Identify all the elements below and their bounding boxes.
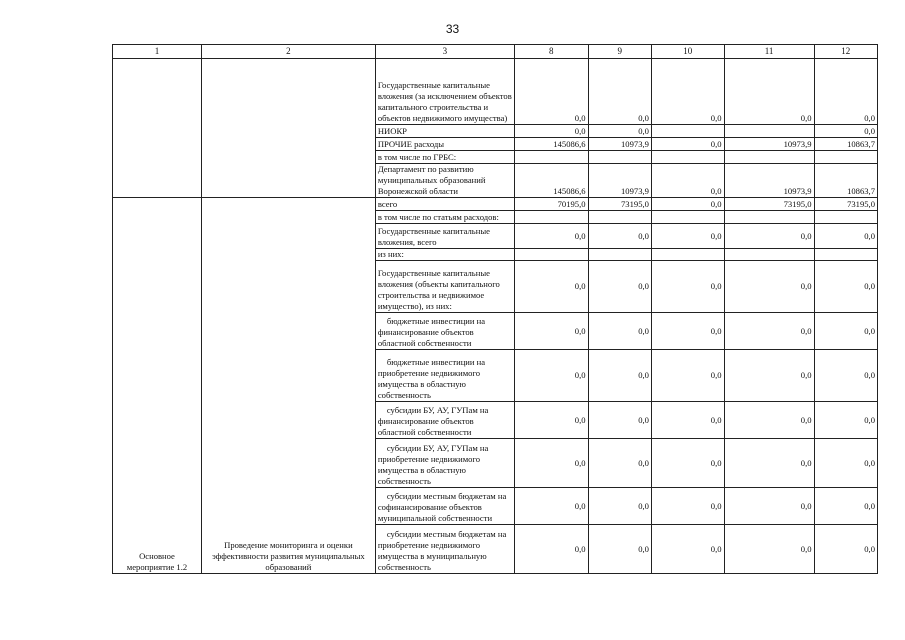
value-cell: 0,0	[724, 313, 814, 350]
value-cell	[814, 211, 877, 224]
value-cell: 0,0	[724, 488, 814, 525]
row-label-cell: субсидии местным бюджетам на приобретение недвижимого имущества в муниципальную собственность	[375, 525, 514, 574]
value-cell: 0,0	[651, 164, 724, 198]
value-cell: 0,0	[814, 59, 877, 125]
value-cell: 0,0	[724, 224, 814, 249]
budget-table	[112, 44, 878, 574]
value-cell: 0,0	[724, 439, 814, 488]
value-cell: 0,0	[651, 224, 724, 249]
value-cell: 0,0	[651, 261, 724, 313]
value-cell: 0,0	[588, 125, 651, 138]
value-cell	[651, 249, 724, 261]
header-row	[113, 45, 878, 59]
value-cell: 0,0	[724, 59, 814, 125]
value-cell	[588, 151, 651, 164]
value-cell: 0,0	[514, 439, 588, 488]
value-cell: 0,0	[724, 402, 814, 439]
value-cell: 10973,9	[724, 164, 814, 198]
value-cell: 0,0	[588, 59, 651, 125]
value-cell: 0,0	[814, 488, 877, 525]
table-row	[113, 59, 878, 125]
row-label-cell: из них:	[375, 249, 514, 261]
row-label-cell: НИОКР	[375, 125, 514, 138]
value-cell: 0,0	[588, 261, 651, 313]
row-label-cell: Государственные капитальные вложения (за исключением объектов капитального строительства и объектов недвижимого имущества)	[375, 59, 514, 125]
value-cell	[651, 211, 724, 224]
value-cell: 0,0	[814, 313, 877, 350]
value-cell: 0,0	[588, 439, 651, 488]
value-cell: 0,0	[651, 138, 724, 151]
page-number: 33	[445, 22, 460, 36]
value-cell: 0,0	[588, 224, 651, 249]
value-cell: 0,0	[514, 402, 588, 439]
value-cell: 0,0	[651, 350, 724, 402]
value-cell: 0,0	[724, 261, 814, 313]
value-cell	[588, 211, 651, 224]
value-cell: 73195,0	[724, 198, 814, 211]
row-label-cell: Государственные капитальные вложения (объекты капитального строительства и недвижимое имущество), из них:	[375, 261, 514, 313]
value-cell	[588, 249, 651, 261]
value-cell: 145086,6	[514, 164, 588, 198]
value-cell: 0,0	[588, 402, 651, 439]
value-cell	[651, 125, 724, 138]
value-cell: 10973,9	[724, 138, 814, 151]
column-header: 3	[375, 45, 514, 59]
row-label-cell: ПРОЧИЕ расходы	[375, 138, 514, 151]
value-cell: 0,0	[814, 125, 877, 138]
event-name-cell	[201, 59, 375, 198]
value-cell: 0,0	[588, 488, 651, 525]
row-label-cell: Государственные капитальные вложения, всего	[375, 224, 514, 249]
row-label-cell: бюджетные инвестиции на приобретение недвижимого имущества в областную собственность	[375, 350, 514, 402]
value-cell: 0,0	[514, 313, 588, 350]
value-cell: 0,0	[814, 439, 877, 488]
value-cell: 0,0	[651, 488, 724, 525]
row-label-cell: всего	[375, 198, 514, 211]
row-label-cell: в том числе по статьям расходов:	[375, 211, 514, 224]
value-cell: 0,0	[514, 59, 588, 125]
value-cell: 0,0	[814, 224, 877, 249]
value-cell: 0,0	[814, 402, 877, 439]
column-header: 2	[201, 45, 375, 59]
row-label-cell: субсидии БУ, АУ, ГУПам на финансирование объектов областной собственности	[375, 402, 514, 439]
value-cell: 0,0	[814, 525, 877, 574]
row-label-cell: субсидии БУ, АУ, ГУПам на приобретение недвижимого имущества в областную собственность	[375, 439, 514, 488]
value-cell: 0,0	[588, 313, 651, 350]
value-cell	[814, 151, 877, 164]
value-cell: 10863,7	[814, 164, 877, 198]
event-code-cell	[113, 59, 202, 198]
row-label-cell: в том числе по ГРБС:	[375, 151, 514, 164]
value-cell	[724, 151, 814, 164]
value-cell: 10973,9	[588, 164, 651, 198]
value-cell: 0,0	[724, 525, 814, 574]
row-label-cell: Департамент по развитию муниципальных образований Воронежской области	[375, 164, 514, 198]
value-cell: 0,0	[814, 261, 877, 313]
row-label-cell: бюджетные инвестиции на финансирование объектов областной собственности	[375, 313, 514, 350]
column-header: 11	[724, 45, 814, 59]
value-cell: 0,0	[514, 525, 588, 574]
value-cell: 10973,9	[588, 138, 651, 151]
value-cell: 0,0	[651, 525, 724, 574]
column-header: 10	[651, 45, 724, 59]
value-cell: 73195,0	[814, 198, 877, 211]
value-cell: 0,0	[651, 439, 724, 488]
value-cell: 0,0	[514, 350, 588, 402]
value-cell: 0,0	[514, 224, 588, 249]
value-cell: 145086,6	[514, 138, 588, 151]
value-cell	[814, 249, 877, 261]
value-cell	[514, 211, 588, 224]
column-header: 9	[588, 45, 651, 59]
event-code-cell: Основное мероприятие 1.2	[113, 198, 202, 574]
value-cell: 70195,0	[514, 198, 588, 211]
value-cell	[724, 249, 814, 261]
value-cell: 0,0	[651, 402, 724, 439]
value-cell: 0,0	[588, 525, 651, 574]
value-cell: 0,0	[514, 125, 588, 138]
value-cell: 10863,7	[814, 138, 877, 151]
value-cell: 0,0	[724, 350, 814, 402]
value-cell	[514, 151, 588, 164]
value-cell: 0,0	[514, 488, 588, 525]
value-cell	[724, 211, 814, 224]
value-cell: 0,0	[514, 261, 588, 313]
value-cell	[724, 125, 814, 138]
value-cell: 0,0	[651, 313, 724, 350]
value-cell: 73195,0	[588, 198, 651, 211]
column-header: 8	[514, 45, 588, 59]
value-cell: 0,0	[588, 350, 651, 402]
table-row	[113, 198, 878, 211]
column-header: 12	[814, 45, 877, 59]
value-cell: 0,0	[651, 198, 724, 211]
value-cell	[514, 249, 588, 261]
value-cell: 0,0	[814, 350, 877, 402]
value-cell	[651, 151, 724, 164]
event-name-cell: Проведение мониторинга и оценки эффективности развития муниципальных образований	[201, 198, 375, 574]
value-cell: 0,0	[651, 59, 724, 125]
row-label-cell: субсидии местным бюджетам на софинансирование объектов муниципальной собственности	[375, 488, 514, 525]
column-header: 1	[113, 45, 202, 59]
